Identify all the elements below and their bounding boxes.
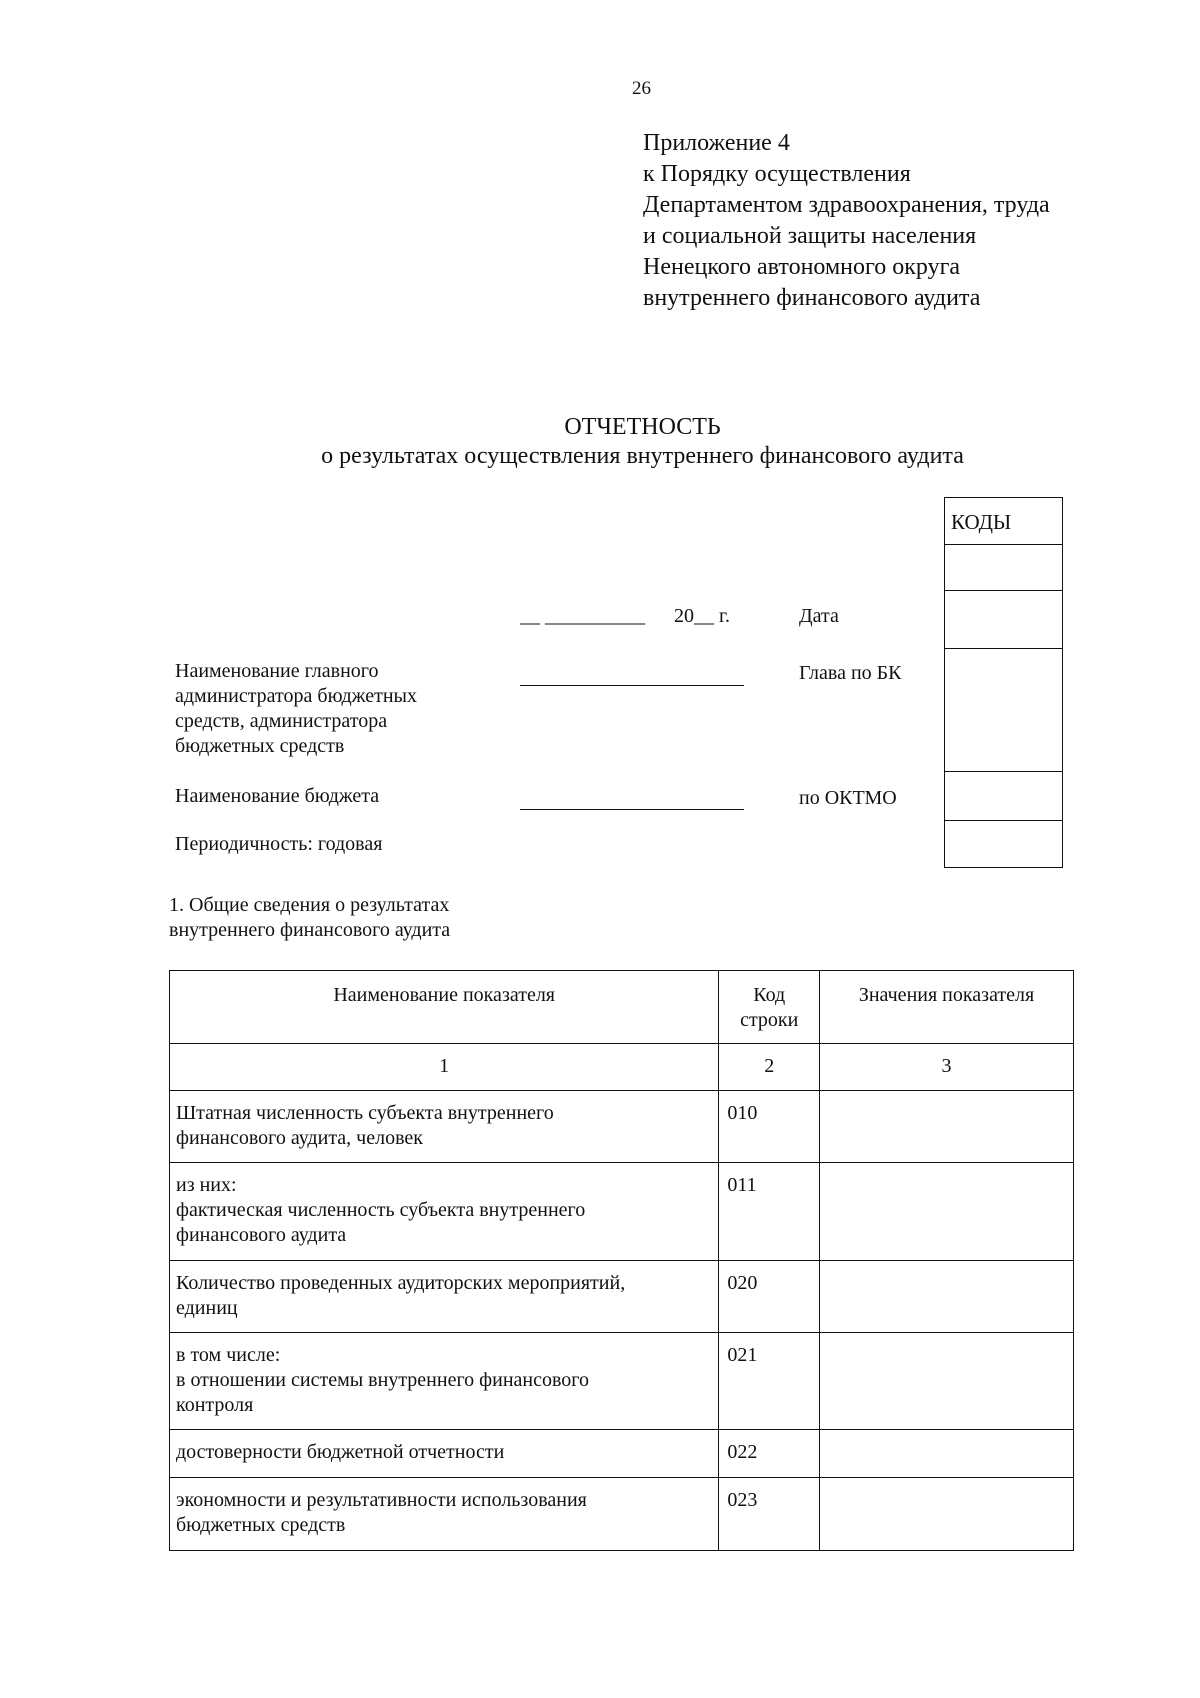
table-row (170, 1333, 1074, 1430)
section-heading-line: 1. Общие сведения о результатах (169, 894, 450, 916)
codes-divider (945, 590, 1062, 591)
row-code: 010 (719, 1091, 820, 1163)
header-value: Значения показателя (820, 971, 1074, 1044)
date-year: 20__ г. (674, 605, 730, 627)
row-code: 020 (719, 1261, 820, 1333)
budget-name-label: Наименование бюджета (175, 785, 380, 807)
codes-header: КОДЫ (951, 510, 1012, 534)
row-name-line: контроля (176, 1394, 254, 1416)
periodicity-label: Периодичность: годовая (175, 833, 383, 855)
document-title: ОТЧЕТНОСТЬ (564, 414, 721, 440)
code-label-date: Дата (799, 605, 839, 627)
section-heading (169, 893, 450, 943)
section-heading-line: внутреннего финансового аудита (169, 919, 451, 941)
appendix-line: внутреннего финансового аудита (643, 285, 981, 311)
page-number: 26 (632, 78, 651, 99)
codes-divider (945, 544, 1062, 545)
row-name (170, 1163, 719, 1261)
table-header-row (170, 971, 1074, 1044)
row-value (820, 1430, 1074, 1478)
table-number-row (170, 1044, 1074, 1091)
table-row (170, 1163, 1074, 1261)
row-name-line: единиц (176, 1297, 238, 1319)
appendix-block (643, 128, 1050, 314)
codes-divider (945, 648, 1062, 649)
row-name-line: финансового аудита, человек (176, 1127, 424, 1149)
row-name (170, 1478, 719, 1551)
admin-name-line: Наименование главного (175, 660, 379, 682)
admin-name-underline (520, 685, 744, 686)
table-row (170, 1261, 1074, 1333)
appendix-line: Ненецкого автономного округа (643, 254, 961, 280)
row-name-line: Количество проведенных аудиторских мероприятий, (176, 1272, 626, 1294)
row-name-line: финансового аудита (176, 1224, 347, 1246)
appendix-line: и социальной защиты населения (643, 223, 977, 249)
header-name: Наименование показателя (170, 971, 719, 1044)
column-number: 3 (820, 1044, 1074, 1091)
header-code (719, 971, 820, 1044)
appendix-line: к Порядку осуществления (643, 161, 911, 187)
row-name (170, 1091, 719, 1163)
row-name (170, 1333, 719, 1430)
table-row (170, 1478, 1074, 1551)
row-name-line: достоверности бюджетной отчетности (176, 1441, 505, 1463)
row-name-line: бюджетных средств (176, 1514, 346, 1536)
row-code: 021 (719, 1333, 820, 1430)
document-subtitle: о результатах осуществления внутреннего финансового аудита (321, 443, 964, 469)
admin-name-line: администратора бюджетных (175, 685, 417, 707)
indicators-table (169, 970, 1074, 1551)
header-code-line: Код (753, 984, 786, 1006)
header-code-line: строки (740, 1009, 799, 1031)
row-code: 022 (719, 1430, 820, 1478)
row-name-line: экономности и результативности использования (176, 1489, 587, 1511)
row-name (170, 1430, 719, 1478)
codes-divider (945, 771, 1062, 772)
row-name-line: из них: (176, 1174, 237, 1196)
budget-name-underline (520, 809, 744, 810)
appendix-line: Департаментом здравоохранения, труда (643, 192, 1050, 218)
row-value (820, 1261, 1074, 1333)
appendix-line: Приложение 4 (643, 130, 790, 156)
row-value (820, 1478, 1074, 1551)
code-label-chapter: Глава по БК (799, 662, 902, 684)
code-label-oktmo: по ОКТМО (799, 787, 897, 809)
column-number: 1 (170, 1044, 719, 1091)
row-value (820, 1163, 1074, 1261)
codes-divider (945, 820, 1062, 821)
row-value (820, 1091, 1074, 1163)
column-number: 2 (719, 1044, 820, 1091)
row-code: 011 (719, 1163, 820, 1261)
row-name-line: Штатная численность субъекта внутреннего (176, 1102, 554, 1124)
row-name-line: в том числе: (176, 1344, 281, 1366)
row-code: 023 (719, 1478, 820, 1551)
row-name (170, 1261, 719, 1333)
admin-name-line: бюджетных средств (175, 735, 345, 757)
admin-name-label (175, 659, 417, 759)
row-value (820, 1333, 1074, 1430)
date-blank: __ __________ (520, 605, 645, 627)
admin-name-line: средств, администратора (175, 710, 388, 732)
codes-box (944, 497, 1063, 868)
table-row (170, 1091, 1074, 1163)
row-name-line: фактическая численность субъекта внутреннего (176, 1199, 586, 1221)
row-name-line: в отношении системы внутреннего финансового (176, 1369, 590, 1391)
table-row (170, 1430, 1074, 1478)
